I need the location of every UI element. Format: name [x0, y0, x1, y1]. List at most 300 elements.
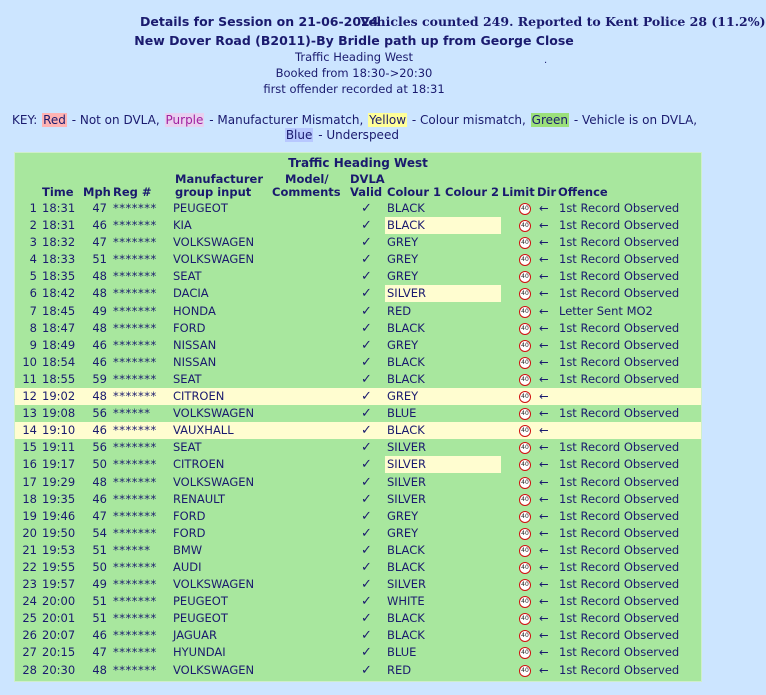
time-cell: 19:29 — [42, 474, 76, 489]
speed-limit-40-icon: 40 — [519, 306, 531, 318]
row-number: 13 — [22, 406, 37, 421]
direction-arrow-icon: ← — [539, 662, 549, 677]
manufacturer-cell: CITROEN — [173, 457, 225, 472]
col-manufacturer-1: Manufacturer — [175, 172, 263, 186]
table-row — [15, 593, 701, 610]
direction-arrow-icon: ← — [539, 303, 549, 318]
manufacturer-cell: CITROEN — [173, 389, 225, 404]
offence-cell: 1st Record Observed — [559, 269, 680, 284]
colour1-cell: BLACK — [387, 628, 425, 643]
reg-cell: ******* — [113, 423, 157, 438]
colour1-cell: GREY — [387, 337, 419, 352]
colour1-cell: SILVER — [387, 577, 426, 592]
mph-cell: 46 — [92, 491, 107, 506]
table-row — [15, 337, 701, 354]
offence-cell: 1st Record Observed — [559, 559, 680, 574]
booked-time: Booked from 18:30->20:30 — [275, 66, 433, 80]
key-underline-decoration — [302, 141, 360, 143]
offence-cell: 1st Record Observed — [559, 440, 680, 455]
colour1-cell: BLACK — [387, 423, 425, 438]
time-cell: 18:47 — [42, 320, 76, 335]
offence-cell: Letter Sent MO2 — [559, 303, 653, 318]
dvla-valid-check-icon: ✓ — [361, 269, 372, 285]
col-model-2: Comments — [272, 185, 341, 199]
key-red: Red — [43, 113, 66, 127]
row-number: 21 — [22, 542, 37, 557]
offence-cell: 1st Record Observed — [559, 252, 680, 267]
offence-cell: 1st Record Observed — [559, 662, 680, 677]
dvla-valid-check-icon: ✓ — [361, 457, 372, 473]
dvla-valid-check-icon: ✓ — [361, 645, 372, 661]
mph-cell: 51 — [92, 542, 107, 557]
reg-cell: ******* — [113, 662, 157, 677]
direction-arrow-icon: ← — [539, 371, 549, 386]
speed-limit-40-icon: 40 — [519, 288, 531, 300]
row-number: 20 — [22, 525, 37, 540]
reg-cell: ******* — [113, 508, 157, 523]
offence-cell: 1st Record Observed — [559, 354, 680, 369]
table-row — [15, 320, 701, 337]
dvla-valid-check-icon: ✓ — [361, 371, 372, 387]
dvla-valid-check-icon: ✓ — [361, 594, 372, 610]
time-cell: 19:11 — [42, 440, 76, 455]
time-cell: 20:01 — [42, 611, 76, 626]
time-cell: 20:00 — [42, 594, 76, 609]
direction-arrow-icon: ← — [539, 645, 549, 660]
row-number: 15 — [22, 440, 37, 455]
offence-cell: 1st Record Observed — [559, 594, 680, 609]
speed-limit-40-icon: 40 — [519, 494, 531, 506]
manufacturer-cell: HONDA — [173, 303, 216, 318]
records-table — [14, 152, 702, 682]
speed-limit-40-icon: 40 — [519, 374, 531, 386]
colour1-cell: GREY — [387, 508, 419, 523]
key-blue-desc: - Underspeed — [318, 128, 399, 142]
table-row — [15, 644, 701, 661]
colour1-cell: BLACK — [385, 217, 501, 234]
manufacturer-cell: DACIA — [173, 286, 209, 301]
manufacturer-cell: AUDI — [173, 559, 202, 574]
time-cell: 18:49 — [42, 337, 76, 352]
col-limit: Limit — [502, 185, 535, 199]
reg-cell: ******* — [113, 235, 157, 250]
speed-limit-40-icon: 40 — [519, 237, 531, 249]
table-row — [15, 662, 701, 679]
reg-cell: ******* — [113, 303, 157, 318]
offence-cell: 1st Record Observed — [559, 474, 680, 489]
row-number: 26 — [22, 628, 37, 643]
row-number: 27 — [22, 645, 37, 660]
direction-arrow-icon: ← — [539, 594, 549, 609]
speed-limit-40-icon: 40 — [519, 665, 531, 677]
time-cell: 18:55 — [42, 371, 76, 386]
offence-cell: 1st Record Observed — [559, 286, 680, 301]
time-cell: 19:35 — [42, 491, 76, 506]
direction-arrow-icon: ← — [539, 577, 549, 592]
direction-arrow-icon: ← — [539, 628, 549, 643]
row-number: 25 — [22, 611, 37, 626]
key-green-desc: - Vehicle is on DVLA, — [573, 113, 698, 127]
key-purple: Purple — [165, 113, 204, 127]
reg-cell: ******* — [113, 354, 157, 369]
reg-cell: ****** — [113, 406, 151, 421]
direction-arrow-icon: ← — [539, 559, 549, 574]
reg-cell: ******* — [113, 286, 157, 301]
offence-cell: 1st Record Observed — [559, 611, 680, 626]
table-body — [15, 200, 701, 679]
manufacturer-cell: FORD — [173, 320, 206, 335]
speed-limit-40-icon: 40 — [519, 630, 531, 642]
direction-arrow-icon: ← — [539, 235, 549, 250]
manufacturer-cell: HYUNDAI — [173, 645, 226, 660]
colour1-cell: RED — [387, 662, 412, 677]
row-number: 6 — [29, 286, 37, 301]
speed-limit-40-icon: 40 — [519, 562, 531, 574]
first-offender: first offender recorded at 18:31 — [263, 82, 445, 96]
table-row — [15, 303, 701, 320]
table-row — [15, 627, 701, 644]
reg-cell: ******* — [113, 252, 157, 267]
col-manufacturer-2: group input — [175, 185, 252, 199]
dvla-valid-check-icon: ✓ — [361, 525, 372, 541]
manufacturer-cell: SEAT — [173, 440, 202, 455]
offence-cell: 1st Record Observed — [559, 577, 680, 592]
time-cell: 19:02 — [42, 389, 76, 404]
time-cell: 18:32 — [42, 235, 76, 250]
row-number: 4 — [29, 252, 37, 267]
colour1-cell: BLACK — [387, 201, 425, 215]
reg-cell: ******* — [113, 628, 157, 643]
time-cell: 18:31 — [42, 201, 76, 215]
direction-arrow-icon: ← — [539, 457, 549, 472]
speed-limit-40-icon: 40 — [519, 340, 531, 352]
key-green: Green — [531, 113, 569, 127]
dvla-valid-check-icon: ✓ — [361, 611, 372, 627]
time-cell: 20:15 — [42, 645, 76, 660]
table-row — [15, 508, 701, 525]
colour1-cell: BLUE — [387, 406, 417, 421]
mph-cell: 48 — [92, 389, 107, 404]
time-cell: 19:17 — [42, 457, 76, 472]
colour1-cell: GREY — [387, 235, 419, 250]
colour1-cell: BLACK — [387, 371, 425, 386]
table-row — [15, 456, 701, 473]
offence-cell: 1st Record Observed — [559, 628, 680, 643]
reg-cell: ******* — [113, 491, 157, 506]
direction-arrow-icon: ← — [539, 218, 549, 233]
direction-arrow-icon: ← — [539, 201, 549, 215]
table-row — [15, 388, 701, 405]
table-row — [15, 200, 701, 217]
dvla-valid-check-icon: ✓ — [361, 337, 372, 353]
time-cell: 19:57 — [42, 577, 76, 592]
time-cell: 20:30 — [42, 662, 76, 677]
row-number: 1 — [29, 201, 37, 215]
colour1-cell: SILVER — [387, 491, 426, 506]
row-number: 14 — [22, 423, 37, 438]
offence-cell: 1st Record Observed — [559, 525, 680, 540]
speed-limit-40-icon: 40 — [519, 220, 531, 232]
speed-limit-40-icon: 40 — [519, 613, 531, 625]
direction-arrow-icon: ← — [539, 286, 549, 301]
manufacturer-cell: VOLKSWAGEN — [173, 474, 255, 489]
row-number: 12 — [22, 389, 37, 404]
offence-cell: 1st Record Observed — [559, 645, 680, 660]
dvla-valid-check-icon: ✓ — [361, 218, 372, 234]
mph-cell: 51 — [92, 594, 107, 609]
table-row — [15, 576, 701, 593]
reg-cell: ******* — [113, 645, 157, 660]
time-cell: 18:33 — [42, 252, 76, 267]
colour1-cell: GREY — [387, 252, 419, 267]
dvla-valid-check-icon: ✓ — [361, 252, 372, 268]
reg-cell: ******* — [113, 337, 157, 352]
table-row — [15, 439, 701, 456]
colour1-cell: WHITE — [387, 594, 425, 609]
dvla-valid-check-icon: ✓ — [361, 406, 372, 422]
manufacturer-cell: SEAT — [173, 371, 202, 386]
col-model-1: Model/ — [285, 172, 329, 186]
speed-limit-40-icon: 40 — [519, 425, 531, 437]
mph-cell: 48 — [92, 286, 107, 301]
row-number: 9 — [29, 337, 37, 352]
mph-cell: 50 — [92, 559, 107, 574]
manufacturer-cell: VOLKSWAGEN — [173, 577, 255, 592]
speed-limit-40-icon: 40 — [519, 357, 531, 369]
dvla-valid-check-icon: ✓ — [361, 303, 372, 319]
col-reg: Reg # — [113, 185, 152, 199]
reg-cell: ****** — [113, 542, 151, 557]
table-row — [15, 354, 701, 371]
table-row — [15, 405, 701, 422]
direction-arrow-icon: ← — [539, 423, 549, 438]
time-cell: 20:07 — [42, 628, 76, 643]
mph-cell: 48 — [92, 269, 107, 284]
time-cell: 19:55 — [42, 559, 76, 574]
dvla-valid-check-icon: ✓ — [361, 354, 372, 370]
key-purple-desc: - Manufacturer Mismatch, — [209, 113, 364, 127]
dvla-valid-check-icon: ✓ — [361, 662, 372, 678]
key-yellow-desc: - Colour mismatch, — [411, 113, 526, 127]
manufacturer-cell: VOLKSWAGEN — [173, 406, 255, 421]
offence-cell: 1st Record Observed — [559, 235, 680, 250]
mph-cell: 51 — [92, 611, 107, 626]
col-dvla-2: Valid — [350, 185, 383, 199]
direction-arrow-icon: ← — [539, 611, 549, 626]
direction-arrow-icon: ← — [539, 269, 549, 284]
col-offence: Offence — [558, 185, 608, 199]
speed-limit-40-icon: 40 — [519, 203, 531, 215]
manufacturer-cell: NISSAN — [173, 337, 217, 352]
manufacturer-cell: NISSAN — [173, 354, 217, 369]
colour1-cell: RED — [387, 303, 412, 318]
dot-marker: · — [544, 58, 548, 69]
dvla-valid-check-icon: ✓ — [361, 542, 372, 558]
dvla-valid-check-icon: ✓ — [361, 628, 372, 644]
direction-arrow-icon: ← — [539, 440, 549, 455]
colour1-cell: BLACK — [387, 320, 425, 335]
col-colour1: Colour 1 — [387, 185, 442, 199]
reg-cell: ******* — [113, 371, 157, 386]
mph-cell: 51 — [92, 252, 107, 267]
reg-cell: ******* — [113, 269, 157, 284]
direction-arrow-icon: ← — [539, 406, 549, 421]
key-blue: Blue — [285, 128, 313, 142]
direction-arrow-icon: ← — [539, 542, 549, 557]
table-row — [15, 474, 701, 491]
time-cell: 18:42 — [42, 286, 76, 301]
row-number: 28 — [22, 662, 37, 677]
speed-limit-40-icon: 40 — [519, 528, 531, 540]
colour1-cell: SILVER — [385, 285, 501, 302]
speed-limit-40-icon: 40 — [519, 545, 531, 557]
direction-arrow-icon: ← — [539, 389, 549, 404]
mph-cell: 54 — [92, 525, 107, 540]
row-number: 17 — [22, 474, 37, 489]
mph-cell: 56 — [92, 440, 107, 455]
direction-arrow-icon: ← — [539, 252, 549, 267]
colour-key — [12, 113, 702, 143]
manufacturer-cell: JAGUAR — [173, 628, 218, 643]
mph-cell: 48 — [92, 320, 107, 335]
time-cell: 19:10 — [42, 423, 76, 438]
colour1-cell: SILVER — [385, 456, 501, 473]
reg-cell: ******* — [113, 559, 157, 574]
row-number: 10 — [22, 354, 37, 369]
manufacturer-cell: VOLKSWAGEN — [173, 235, 255, 250]
time-cell: 19:53 — [42, 542, 76, 557]
table-row — [15, 251, 701, 268]
offence-cell: 1st Record Observed — [559, 406, 680, 421]
dvla-valid-check-icon: ✓ — [361, 235, 372, 251]
speed-limit-40-icon: 40 — [519, 647, 531, 659]
speed-limit-40-icon: 40 — [519, 323, 531, 335]
reg-cell: ******* — [113, 218, 157, 233]
row-number: 8 — [29, 320, 37, 335]
speed-limit-40-icon: 40 — [519, 442, 531, 454]
dvla-valid-check-icon: ✓ — [361, 320, 372, 336]
table-row — [15, 285, 701, 302]
dvla-valid-check-icon: ✓ — [361, 201, 372, 216]
dvla-valid-check-icon: ✓ — [361, 286, 372, 302]
reg-cell: ******* — [113, 611, 157, 626]
col-colour2: Colour 2 — [445, 185, 500, 199]
manufacturer-cell: BMW — [173, 542, 203, 557]
location-title: New Dover Road (B2011)-By Bridle path up from George Close — [134, 33, 574, 48]
direction-arrow-icon: ← — [539, 320, 549, 335]
manufacturer-cell: FORD — [173, 525, 206, 540]
dvla-valid-check-icon: ✓ — [361, 559, 372, 575]
manufacturer-cell: SEAT — [173, 269, 202, 284]
speed-limit-40-icon: 40 — [519, 408, 531, 420]
reg-cell: ******* — [113, 577, 157, 592]
mph-cell: 46 — [92, 337, 107, 352]
mph-cell: 47 — [92, 645, 107, 660]
row-number: 19 — [22, 508, 37, 523]
row-number: 22 — [22, 559, 37, 574]
direction-arrow-icon: ← — [539, 474, 549, 489]
colour1-cell: GREY — [387, 389, 419, 404]
dvla-valid-check-icon: ✓ — [361, 577, 372, 593]
row-number: 5 — [29, 269, 37, 284]
time-cell: 18:54 — [42, 354, 76, 369]
manufacturer-cell: VOLKSWAGEN — [173, 662, 255, 677]
col-dvla-1: DVLA — [350, 172, 385, 186]
row-number: 2 — [29, 218, 37, 233]
row-number: 3 — [29, 235, 37, 250]
dvla-valid-check-icon: ✓ — [361, 474, 372, 490]
colour1-cell: BLUE — [387, 645, 417, 660]
table-row — [15, 234, 701, 251]
direction-label: Traffic Heading West — [295, 50, 413, 64]
reg-cell: ******* — [113, 474, 157, 489]
dvla-valid-check-icon: ✓ — [361, 423, 372, 439]
manufacturer-cell: VAUXHALL — [173, 423, 234, 438]
time-cell: 19:50 — [42, 525, 76, 540]
time-cell: 18:35 — [42, 269, 76, 284]
speed-limit-40-icon: 40 — [519, 511, 531, 523]
speed-limit-40-icon: 40 — [519, 254, 531, 266]
manufacturer-cell: PEUGEOT — [173, 611, 228, 626]
row-number: 24 — [22, 594, 37, 609]
offence-cell: 1st Record Observed — [559, 218, 680, 233]
offence-cell: 1st Record Observed — [559, 201, 680, 215]
mph-cell: 46 — [92, 354, 107, 369]
direction-arrow-icon: ← — [539, 337, 549, 352]
offence-cell: 1st Record Observed — [559, 457, 680, 472]
manufacturer-cell: PEUGEOT — [173, 594, 228, 609]
mph-cell: 48 — [92, 474, 107, 489]
mph-cell: 49 — [92, 303, 107, 318]
manufacturer-cell: PEUGEOT — [173, 201, 228, 215]
offence-cell: 1st Record Observed — [559, 371, 680, 386]
table-row — [15, 491, 701, 508]
time-cell: 19:46 — [42, 508, 76, 523]
colour1-cell: SILVER — [387, 440, 426, 455]
colour1-cell: SILVER — [387, 474, 426, 489]
speed-limit-40-icon: 40 — [519, 459, 531, 471]
table-row — [15, 559, 701, 576]
colour1-cell: BLACK — [387, 559, 425, 574]
col-dir: Dir — [537, 185, 557, 199]
table-row — [15, 217, 701, 234]
key-yellow: Yellow — [369, 113, 407, 127]
mph-cell: 46 — [92, 218, 107, 233]
mph-cell: 46 — [92, 628, 107, 643]
reg-cell: ******* — [113, 594, 157, 609]
mph-cell: 48 — [92, 662, 107, 677]
speed-limit-40-icon: 40 — [519, 579, 531, 591]
mph-cell: 59 — [92, 371, 107, 386]
reg-cell: ******* — [113, 440, 157, 455]
row-number: 7 — [29, 303, 37, 318]
speed-limit-40-icon: 40 — [519, 477, 531, 489]
colour1-cell: BLACK — [387, 354, 425, 369]
offence-cell: 1st Record Observed — [559, 337, 680, 352]
direction-arrow-icon: ← — [539, 508, 549, 523]
key-red-desc: - Not on DVLA, — [71, 113, 160, 127]
dvla-valid-check-icon: ✓ — [361, 440, 372, 456]
session-title: Details for Session on 21-06-2024 — [140, 14, 379, 29]
key-prefix: KEY: — [12, 113, 38, 127]
mph-cell: 47 — [92, 201, 107, 215]
table-title: Traffic Heading West — [288, 156, 428, 170]
reg-cell: ******* — [113, 457, 157, 472]
offence-cell: 1st Record Observed — [559, 508, 680, 523]
vehicles-summary: Vehicles counted 249. Reported to Kent Police 28 (11.2%) — [360, 14, 766, 29]
mph-cell: 49 — [92, 577, 107, 592]
reg-cell: ******* — [113, 525, 157, 540]
